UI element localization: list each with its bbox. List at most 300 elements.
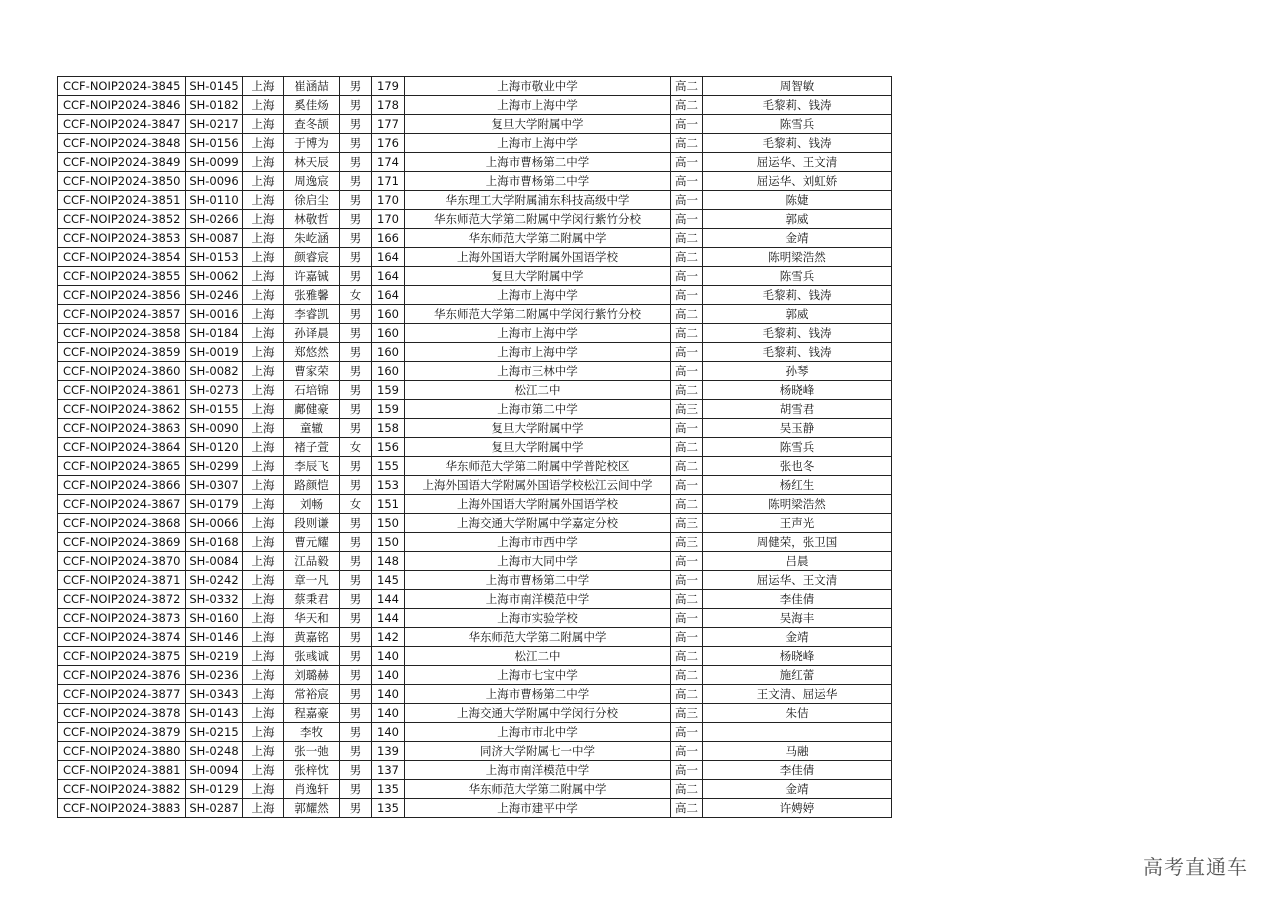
cell-grade: 高三: [671, 400, 703, 419]
table-row: [58, 343, 892, 362]
cell-school: 华东师范大学第二附属中学闵行紫竹分校: [405, 210, 671, 229]
cell-seat-code: SH-0129: [186, 780, 243, 799]
cell-province: 上海: [243, 704, 284, 723]
table-row: [58, 77, 892, 96]
cell-score: 148: [372, 552, 405, 571]
cell-student-name: 许嘉铖: [284, 267, 340, 286]
cell-participant-id: CCF-NOIP2024-3882: [58, 780, 186, 799]
cell-score: 140: [372, 666, 405, 685]
cell-seat-code: SH-0019: [186, 343, 243, 362]
cell-school: 上海市南洋模范中学: [405, 761, 671, 780]
cell-coach: 郭威: [703, 305, 892, 324]
table-row: [58, 324, 892, 343]
table-row: [58, 552, 892, 571]
cell-province: 上海: [243, 172, 284, 191]
table-row: [58, 666, 892, 685]
cell-school: 上海市敬业中学: [405, 77, 671, 96]
cell-participant-id: CCF-NOIP2024-3855: [58, 267, 186, 286]
cell-grade: 高三: [671, 533, 703, 552]
cell-gender: 男: [340, 305, 372, 324]
cell-seat-code: SH-0094: [186, 761, 243, 780]
cell-student-name: 刘畅: [284, 495, 340, 514]
cell-school: 松江二中: [405, 381, 671, 400]
cell-province: 上海: [243, 286, 284, 305]
cell-coach: 陈婕: [703, 191, 892, 210]
cell-coach: 陈明梁浩然: [703, 495, 892, 514]
cell-province: 上海: [243, 723, 284, 742]
cell-seat-code: SH-0273: [186, 381, 243, 400]
cell-grade: 高二: [671, 495, 703, 514]
cell-gender: 男: [340, 96, 372, 115]
cell-score: 170: [372, 191, 405, 210]
cell-score: 158: [372, 419, 405, 438]
table-row: [58, 400, 892, 419]
cell-school: 上海市上海中学: [405, 134, 671, 153]
cell-coach: [703, 723, 892, 742]
cell-student-name: 江品毅: [284, 552, 340, 571]
cell-participant-id: CCF-NOIP2024-3878: [58, 704, 186, 723]
cell-school: 上海市建平中学: [405, 799, 671, 818]
cell-score: 171: [372, 172, 405, 191]
cell-participant-id: CCF-NOIP2024-3856: [58, 286, 186, 305]
cell-student-name: 鄺健豪: [284, 400, 340, 419]
cell-score: 178: [372, 96, 405, 115]
cell-score: 160: [372, 362, 405, 381]
cell-province: 上海: [243, 134, 284, 153]
cell-seat-code: SH-0153: [186, 248, 243, 267]
cell-score: 145: [372, 571, 405, 590]
cell-coach: 周健荣，张卫国: [703, 533, 892, 552]
cell-school: 华东师范大学第二附属中学: [405, 780, 671, 799]
cell-score: 166: [372, 229, 405, 248]
cell-coach: 朱佶: [703, 704, 892, 723]
table-row: [58, 704, 892, 723]
cell-participant-id: CCF-NOIP2024-3874: [58, 628, 186, 647]
cell-seat-code: SH-0066: [186, 514, 243, 533]
cell-student-name: 张雅馨: [284, 286, 340, 305]
table-row: [58, 799, 892, 818]
cell-participant-id: CCF-NOIP2024-3860: [58, 362, 186, 381]
cell-seat-code: SH-0143: [186, 704, 243, 723]
cell-province: 上海: [243, 799, 284, 818]
cell-school: 华东师范大学第二附属中学: [405, 229, 671, 248]
cell-seat-code: SH-0287: [186, 799, 243, 818]
table-row: [58, 647, 892, 666]
cell-province: 上海: [243, 229, 284, 248]
cell-gender: 男: [340, 514, 372, 533]
cell-participant-id: CCF-NOIP2024-3861: [58, 381, 186, 400]
cell-score: 164: [372, 248, 405, 267]
cell-seat-code: SH-0179: [186, 495, 243, 514]
cell-grade: 高一: [671, 362, 703, 381]
cell-grade: 高二: [671, 229, 703, 248]
cell-grade: 高一: [671, 210, 703, 229]
cell-seat-code: SH-0090: [186, 419, 243, 438]
cell-school: 上海市上海中学: [405, 286, 671, 305]
cell-grade: 高二: [671, 780, 703, 799]
cell-seat-code: SH-0307: [186, 476, 243, 495]
cell-score: 140: [372, 685, 405, 704]
cell-seat-code: SH-0110: [186, 191, 243, 210]
cell-grade: 高一: [671, 609, 703, 628]
cell-seat-code: SH-0242: [186, 571, 243, 590]
cell-coach: 吕晨: [703, 552, 892, 571]
cell-score: 151: [372, 495, 405, 514]
cell-province: 上海: [243, 419, 284, 438]
cell-student-name: 童辙: [284, 419, 340, 438]
cell-participant-id: CCF-NOIP2024-3857: [58, 305, 186, 324]
cell-grade: 高一: [671, 761, 703, 780]
cell-student-name: 颜睿宸: [284, 248, 340, 267]
cell-gender: 男: [340, 704, 372, 723]
cell-participant-id: CCF-NOIP2024-3858: [58, 324, 186, 343]
cell-student-name: 朱屹涵: [284, 229, 340, 248]
cell-gender: 男: [340, 533, 372, 552]
cell-gender: 男: [340, 723, 372, 742]
cell-score: 156: [372, 438, 405, 457]
cell-participant-id: CCF-NOIP2024-3868: [58, 514, 186, 533]
cell-grade: 高一: [671, 343, 703, 362]
cell-gender: 男: [340, 780, 372, 799]
cell-gender: 男: [340, 153, 372, 172]
cell-province: 上海: [243, 381, 284, 400]
cell-participant-id: CCF-NOIP2024-3872: [58, 590, 186, 609]
cell-student-name: 石培锦: [284, 381, 340, 400]
cell-coach: 金靖: [703, 780, 892, 799]
cell-coach: 陈雪兵: [703, 115, 892, 134]
cell-gender: 男: [340, 590, 372, 609]
cell-school: 上海市曹杨第二中学: [405, 685, 671, 704]
cell-student-name: 李辰飞: [284, 457, 340, 476]
cell-seat-code: SH-0332: [186, 590, 243, 609]
cell-gender: 男: [340, 77, 372, 96]
cell-participant-id: CCF-NOIP2024-3848: [58, 134, 186, 153]
cell-coach: 杨晓峰: [703, 647, 892, 666]
table-row: [58, 191, 892, 210]
cell-coach: 金靖: [703, 229, 892, 248]
cell-grade: 高二: [671, 647, 703, 666]
table-row: [58, 723, 892, 742]
cell-province: 上海: [243, 96, 284, 115]
cell-province: 上海: [243, 77, 284, 96]
cell-coach: 毛黎莉、钱涛: [703, 286, 892, 305]
cell-score: 135: [372, 780, 405, 799]
cell-grade: 高一: [671, 286, 703, 305]
cell-grade: 高三: [671, 514, 703, 533]
cell-seat-code: SH-0082: [186, 362, 243, 381]
cell-school: 上海市实验学校: [405, 609, 671, 628]
cell-participant-id: CCF-NOIP2024-3846: [58, 96, 186, 115]
table-row: [58, 172, 892, 191]
cell-seat-code: SH-0084: [186, 552, 243, 571]
table-row: [58, 780, 892, 799]
cell-student-name: 段则谦: [284, 514, 340, 533]
cell-participant-id: CCF-NOIP2024-3875: [58, 647, 186, 666]
cell-gender: 男: [340, 400, 372, 419]
cell-school: 松江二中: [405, 647, 671, 666]
cell-score: 144: [372, 590, 405, 609]
cell-score: 160: [372, 343, 405, 362]
cell-score: 177: [372, 115, 405, 134]
cell-coach: 张也冬: [703, 457, 892, 476]
cell-province: 上海: [243, 400, 284, 419]
cell-province: 上海: [243, 761, 284, 780]
cell-grade: 高一: [671, 419, 703, 438]
cell-coach: 杨晓峰: [703, 381, 892, 400]
cell-gender: 男: [340, 742, 372, 761]
table-row: [58, 609, 892, 628]
cell-school: 同济大学附属七一中学: [405, 742, 671, 761]
cell-student-name: 曹元耀: [284, 533, 340, 552]
cell-coach: 施红蕾: [703, 666, 892, 685]
cell-gender: 男: [340, 666, 372, 685]
cell-province: 上海: [243, 647, 284, 666]
cell-school: 华东师范大学第二附属中学闵行紫竹分校: [405, 305, 671, 324]
cell-coach: 马融: [703, 742, 892, 761]
cell-student-name: 奚佳炀: [284, 96, 340, 115]
cell-seat-code: SH-0146: [186, 628, 243, 647]
cell-student-name: 徐启尘: [284, 191, 340, 210]
cell-score: 160: [372, 324, 405, 343]
cell-grade: 高一: [671, 115, 703, 134]
cell-score: 164: [372, 286, 405, 305]
cell-coach: 吴海丰: [703, 609, 892, 628]
cell-participant-id: CCF-NOIP2024-3852: [58, 210, 186, 229]
cell-grade: 高一: [671, 628, 703, 647]
cell-school: 上海市上海中学: [405, 96, 671, 115]
cell-grade: 高二: [671, 590, 703, 609]
cell-coach: 许娉婷: [703, 799, 892, 818]
cell-student-name: 郑悠然: [284, 343, 340, 362]
cell-school: 上海市曹杨第二中学: [405, 172, 671, 191]
cell-coach: 胡雪君: [703, 400, 892, 419]
cell-gender: 男: [340, 457, 372, 476]
cell-participant-id: CCF-NOIP2024-3866: [58, 476, 186, 495]
table-row: [58, 305, 892, 324]
cell-school: 华东师范大学第二附属中学: [405, 628, 671, 647]
cell-gender: 男: [340, 552, 372, 571]
cell-seat-code: SH-0156: [186, 134, 243, 153]
table-row: [58, 495, 892, 514]
table-row: [58, 210, 892, 229]
cell-grade: 高一: [671, 571, 703, 590]
cell-gender: 男: [340, 628, 372, 647]
cell-gender: 男: [340, 172, 372, 191]
cell-score: 155: [372, 457, 405, 476]
table-row: [58, 381, 892, 400]
table-row: [58, 533, 892, 552]
cell-gender: 男: [340, 419, 372, 438]
cell-participant-id: CCF-NOIP2024-3870: [58, 552, 186, 571]
cell-score: 159: [372, 400, 405, 419]
cell-gender: 男: [340, 267, 372, 286]
table-row: [58, 248, 892, 267]
cell-student-name: 林敬哲: [284, 210, 340, 229]
cell-seat-code: SH-0145: [186, 77, 243, 96]
cell-gender: 男: [340, 324, 372, 343]
table-row: [58, 134, 892, 153]
cell-score: 176: [372, 134, 405, 153]
cell-school: 上海外国语大学附属外国语学校松江云间中学: [405, 476, 671, 495]
cell-participant-id: CCF-NOIP2024-3859: [58, 343, 186, 362]
cell-seat-code: SH-0099: [186, 153, 243, 172]
cell-province: 上海: [243, 514, 284, 533]
cell-gender: 男: [340, 191, 372, 210]
table-row: [58, 419, 892, 438]
cell-participant-id: CCF-NOIP2024-3876: [58, 666, 186, 685]
cell-grade: 高一: [671, 172, 703, 191]
cell-coach: 吴玉静: [703, 419, 892, 438]
cell-gender: 女: [340, 286, 372, 305]
cell-participant-id: CCF-NOIP2024-3879: [58, 723, 186, 742]
cell-province: 上海: [243, 628, 284, 647]
cell-grade: 高一: [671, 153, 703, 172]
cell-student-name: 曹家荣: [284, 362, 340, 381]
cell-school: 上海交通大学附属中学闵行分校: [405, 704, 671, 723]
cell-seat-code: SH-0087: [186, 229, 243, 248]
cell-grade: 高二: [671, 324, 703, 343]
cell-province: 上海: [243, 571, 284, 590]
cell-gender: 男: [340, 476, 372, 495]
cell-grade: 高二: [671, 77, 703, 96]
table-row: [58, 153, 892, 172]
cell-province: 上海: [243, 609, 284, 628]
cell-seat-code: SH-0096: [186, 172, 243, 191]
cell-participant-id: CCF-NOIP2024-3867: [58, 495, 186, 514]
cell-school: 上海外国语大学附属外国语学校: [405, 248, 671, 267]
cell-school: 复旦大学附属中学: [405, 115, 671, 134]
cell-gender: 男: [340, 229, 372, 248]
cell-coach: 金靖: [703, 628, 892, 647]
cell-coach: 毛黎莉、钱涛: [703, 343, 892, 362]
table-row: [58, 514, 892, 533]
cell-score: 150: [372, 533, 405, 552]
cell-participant-id: CCF-NOIP2024-3869: [58, 533, 186, 552]
cell-participant-id: CCF-NOIP2024-3850: [58, 172, 186, 191]
table-row: [58, 286, 892, 305]
cell-seat-code: SH-0016: [186, 305, 243, 324]
table-row: [58, 115, 892, 134]
cell-participant-id: CCF-NOIP2024-3881: [58, 761, 186, 780]
cell-province: 上海: [243, 343, 284, 362]
cell-coach: 王文清、屈运华: [703, 685, 892, 704]
cell-coach: 孙琴: [703, 362, 892, 381]
cell-coach: 周智敏: [703, 77, 892, 96]
cell-grade: 高三: [671, 704, 703, 723]
cell-coach: 李佳倩: [703, 590, 892, 609]
cell-gender: 男: [340, 647, 372, 666]
cell-gender: 男: [340, 381, 372, 400]
cell-school: 上海市第二中学: [405, 400, 671, 419]
results-table: [57, 76, 892, 818]
cell-province: 上海: [243, 248, 284, 267]
cell-school: 复旦大学附属中学: [405, 267, 671, 286]
cell-seat-code: SH-0182: [186, 96, 243, 115]
table-row: [58, 476, 892, 495]
cell-coach: 毛黎莉、钱涛: [703, 96, 892, 115]
cell-province: 上海: [243, 685, 284, 704]
cell-province: 上海: [243, 457, 284, 476]
cell-gender: 男: [340, 134, 372, 153]
cell-score: 164: [372, 267, 405, 286]
cell-participant-id: CCF-NOIP2024-3863: [58, 419, 186, 438]
cell-seat-code: SH-0217: [186, 115, 243, 134]
cell-province: 上海: [243, 476, 284, 495]
cell-coach: 李佳倩: [703, 761, 892, 780]
cell-student-name: 刘璐赫: [284, 666, 340, 685]
cell-province: 上海: [243, 210, 284, 229]
cell-student-name: 路颜恺: [284, 476, 340, 495]
table-row: [58, 438, 892, 457]
cell-province: 上海: [243, 780, 284, 799]
cell-school: 上海市上海中学: [405, 324, 671, 343]
cell-province: 上海: [243, 590, 284, 609]
table-row: [58, 229, 892, 248]
cell-grade: 高一: [671, 742, 703, 761]
cell-coach: 杨红生: [703, 476, 892, 495]
cell-gender: 女: [340, 495, 372, 514]
cell-seat-code: SH-0246: [186, 286, 243, 305]
cell-student-name: 华天和: [284, 609, 340, 628]
cell-seat-code: SH-0184: [186, 324, 243, 343]
cell-participant-id: CCF-NOIP2024-3883: [58, 799, 186, 818]
cell-seat-code: SH-0266: [186, 210, 243, 229]
cell-gender: 男: [340, 115, 372, 134]
cell-participant-id: CCF-NOIP2024-3849: [58, 153, 186, 172]
cell-student-name: 章一凡: [284, 571, 340, 590]
cell-province: 上海: [243, 267, 284, 286]
cell-participant-id: CCF-NOIP2024-3880: [58, 742, 186, 761]
cell-coach: 陈雪兵: [703, 438, 892, 457]
cell-school: 华东理工大学附属浦东科技高级中学: [405, 191, 671, 210]
cell-seat-code: SH-0120: [186, 438, 243, 457]
cell-gender: 男: [340, 343, 372, 362]
cell-gender: 女: [340, 438, 372, 457]
cell-grade: 高二: [671, 305, 703, 324]
cell-seat-code: SH-0160: [186, 609, 243, 628]
cell-school: 上海外国语大学附属外国语学校: [405, 495, 671, 514]
cell-school: 上海市市西中学: [405, 533, 671, 552]
cell-student-name: 孙译晨: [284, 324, 340, 343]
cell-score: 137: [372, 761, 405, 780]
cell-coach: 毛黎莉、钱涛: [703, 324, 892, 343]
cell-seat-code: SH-0236: [186, 666, 243, 685]
cell-gender: 男: [340, 609, 372, 628]
cell-score: 170: [372, 210, 405, 229]
cell-school: 上海市曹杨第二中学: [405, 153, 671, 172]
cell-score: 174: [372, 153, 405, 172]
cell-grade: 高二: [671, 381, 703, 400]
table-row: [58, 590, 892, 609]
cell-grade: 高二: [671, 96, 703, 115]
cell-school: 上海市曹杨第二中学: [405, 571, 671, 590]
cell-participant-id: CCF-NOIP2024-3864: [58, 438, 186, 457]
cell-grade: 高一: [671, 552, 703, 571]
cell-school: 上海市三林中学: [405, 362, 671, 381]
cell-province: 上海: [243, 742, 284, 761]
cell-score: 150: [372, 514, 405, 533]
cell-school: 复旦大学附属中学: [405, 438, 671, 457]
cell-coach: 屈运华、王文清: [703, 153, 892, 172]
cell-student-name: 程嘉豪: [284, 704, 340, 723]
cell-score: 140: [372, 704, 405, 723]
cell-school: 上海市大同中学: [405, 552, 671, 571]
cell-student-name: 郭耀然: [284, 799, 340, 818]
cell-score: 140: [372, 647, 405, 666]
cell-seat-code: SH-0299: [186, 457, 243, 476]
cell-student-name: 查冬颉: [284, 115, 340, 134]
cell-participant-id: CCF-NOIP2024-3851: [58, 191, 186, 210]
